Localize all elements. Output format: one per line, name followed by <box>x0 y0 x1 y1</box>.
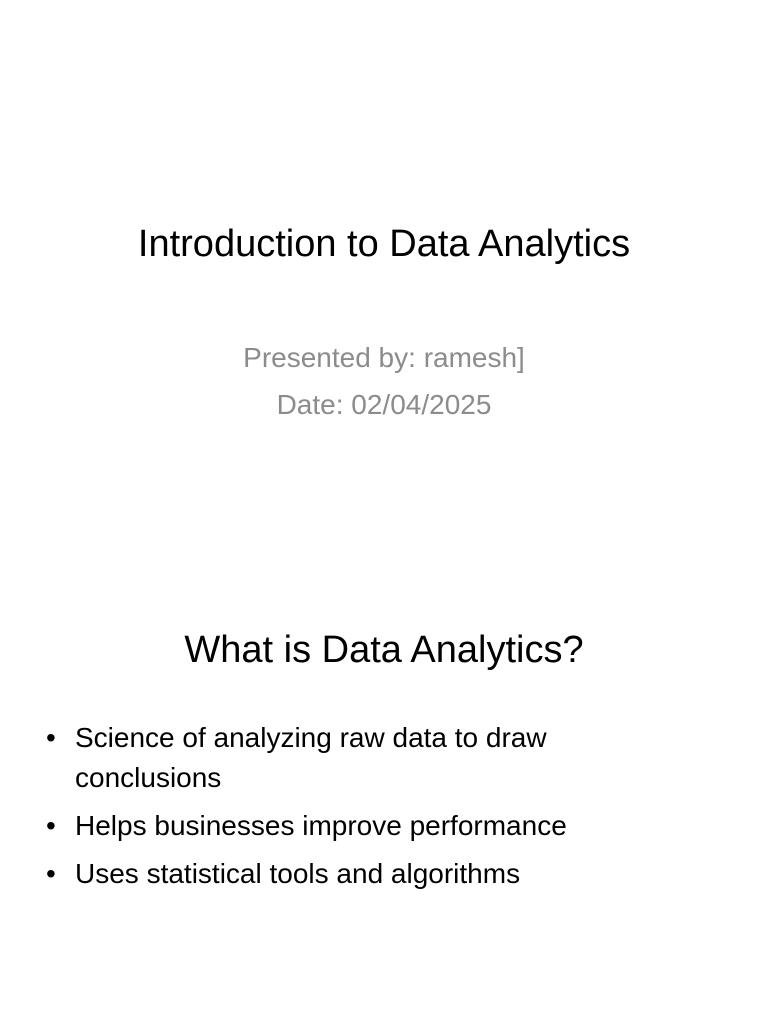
bullet-item <box>46 718 666 798</box>
bullet-text: Science of analyzing raw data to draw conclusions <box>75 722 547 793</box>
presenter-line: Presented by: ramesh] <box>243 342 525 373</box>
bullet-icon: • <box>46 810 56 841</box>
presentation-subtitle <box>0 334 768 428</box>
bullet-item <box>46 806 666 846</box>
bullet-list <box>46 718 666 902</box>
slide-title: What is Data Analytics? <box>184 629 584 671</box>
bullet-icon: • <box>46 858 56 889</box>
bullet-text: Helps businesses improve performance <box>75 810 567 841</box>
bullet-icon: • <box>46 722 56 753</box>
bullet-item <box>46 854 666 894</box>
content-slide <box>0 512 768 1024</box>
bullet-text: Uses statistical tools and algorithms <box>75 858 521 889</box>
presentation-title: Introduction to Data Analytics <box>137 223 631 265</box>
date-line: Date: 02/04/2025 <box>276 389 492 420</box>
